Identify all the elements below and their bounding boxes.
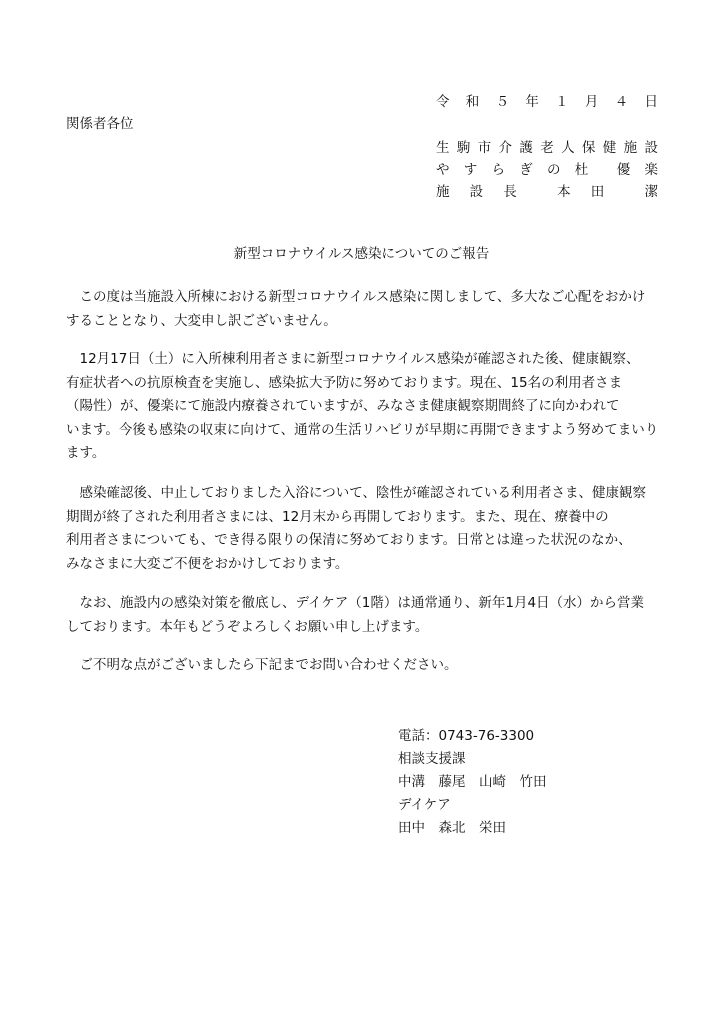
sender-organization <box>436 136 658 156</box>
text-line: ご不明な点がございましたら下記までお問い合わせください。 <box>66 657 458 673</box>
date-char: 日 <box>644 94 658 110</box>
addressee: 関係者各位 <box>66 116 134 132</box>
sender-char: 優 <box>616 162 631 178</box>
sender-char: 潔 <box>644 184 658 200</box>
sender-char: 長 <box>503 184 517 200</box>
text-line: 期間が終了された利用者さまには、12月末から再開しております。また、現在、療養中の <box>66 508 609 525</box>
document-title: 新型コロナウイルス感染についてのご報告 <box>233 246 490 262</box>
sender-char: 施 <box>623 140 638 156</box>
sender-char: 市 <box>477 140 492 156</box>
date-char: 令 <box>436 94 450 110</box>
contact-staff-daycare: 田中 森北 栄田 <box>398 820 506 836</box>
text-line: なお、施設内の感染対策を徹底し、デイケア（1階）は通常通り、新年1月4日（水）から営業 <box>66 595 645 611</box>
text-line: 12月17日（土）に入所棟利用者さまに新型コロナウイルス感染が確認された後、健康観察、 <box>66 351 640 367</box>
sender-char: ら <box>491 162 505 178</box>
sender-char: 田 <box>590 184 605 200</box>
text-line: することとなり、大変申し訳ございません。 <box>66 312 337 329</box>
contact-dept-consultation: 相談支援課 <box>398 751 466 767</box>
date-char: 和 <box>465 94 480 110</box>
sender-char: 護 <box>519 140 533 156</box>
sender-char: 設 <box>469 184 484 200</box>
text-line: ます。 <box>66 445 106 461</box>
sender-char: 健 <box>602 140 617 156</box>
text-line: 感染確認後、中止しておりました入浴について、陰性が確認されている利用者さま、健康観察 <box>66 485 646 501</box>
paragraph-infection-status <box>66 348 666 466</box>
date-char: ５ <box>495 94 510 110</box>
date-char: 年 <box>525 94 539 110</box>
text-line: 有症状者への抗原検査を実施し、感染拡大予防に努めております。現在、15名の利用者さま <box>66 374 623 391</box>
sender-char: 保 <box>581 140 596 156</box>
date-char: 月 <box>584 94 599 110</box>
paragraph-daycare <box>66 592 666 639</box>
sender-char: 老 <box>540 140 554 156</box>
sender-char: 生 <box>436 140 450 156</box>
sender-char: 駒 <box>456 140 471 156</box>
date-char: １ <box>555 94 569 110</box>
sender-char: 設 <box>644 140 658 156</box>
text-line: 利用者さまについても、でき得る限りの保清に努めております。日常とは違った状況のなか、 <box>66 532 632 548</box>
sender-char: や <box>436 162 450 178</box>
sender-char: の <box>547 162 561 178</box>
sender-char: 介 <box>498 140 513 156</box>
text-line: この度は当施設入所棟における新型コロナウイルス感染に関しまして、多大なご心配をおかけ <box>66 289 646 305</box>
text-line: みなさまに大変ご不便をおかけしております。 <box>66 555 349 572</box>
sender-char: 楽 <box>644 162 658 178</box>
text-line: います。今後も感染の収束に向けて、通常の生活リハビリが早期に再開できますよう努めてまいり <box>66 421 659 438</box>
date-char: ４ <box>614 94 629 110</box>
contact-dept-daycare: デイケア <box>398 797 451 813</box>
sender-char: 人 <box>561 140 575 156</box>
text-line: （陽性）が、優楽にて施設内療養されていますが、みなさま健康観察期間終了に向かわれて <box>66 398 620 414</box>
document-date <box>436 90 658 110</box>
sender-char: 施 <box>436 184 450 200</box>
paragraph-inquiries <box>66 654 666 678</box>
contact-staff-consultation: 中溝 藤尾 山崎 竹田 <box>398 774 547 790</box>
sender-char: す <box>463 162 478 178</box>
sender-facility-name <box>436 158 658 178</box>
sender-char: 杜 <box>574 162 589 178</box>
text-line: しております。本年もどうぞよろしくお願い申し上げます。 <box>66 618 429 635</box>
sender-director <box>436 180 658 200</box>
sender-char: 本 <box>557 184 571 200</box>
paragraph-bathing-resumption <box>66 482 666 576</box>
sender-char: ぎ <box>519 162 533 178</box>
paragraph-apology <box>66 286 666 333</box>
contact-phone: 電話：0743-76-3300 <box>398 728 535 744</box>
